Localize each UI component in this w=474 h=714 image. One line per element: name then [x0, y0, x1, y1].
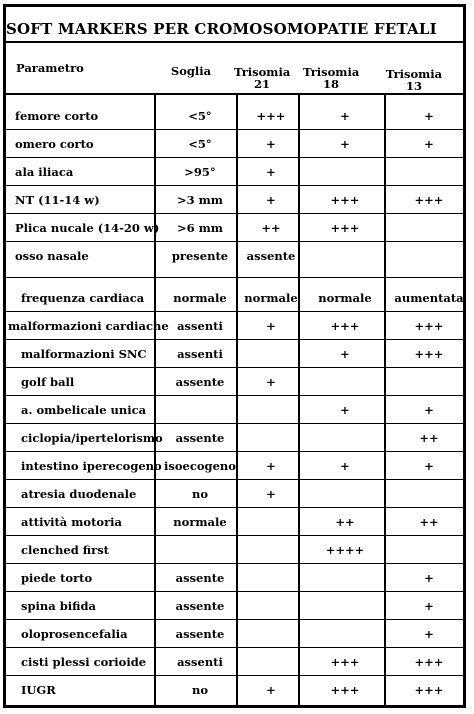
row-divider: [5, 591, 464, 592]
row-divider: [5, 277, 464, 278]
cell-parametro: femore corto: [15, 109, 99, 123]
cell-soglia: <5°: [188, 109, 212, 123]
row-divider: [5, 157, 464, 158]
cell-t18: +++: [330, 221, 360, 235]
table-row: [3, 214, 466, 242]
header-divider: [3, 93, 466, 95]
row-divider: [5, 367, 464, 368]
cell-soglia: isoecogeno: [164, 459, 236, 473]
cell-soglia: <5°: [188, 137, 212, 151]
cell-t21: +: [266, 165, 276, 179]
row-divider: [5, 479, 464, 480]
cell-soglia: assente: [175, 375, 225, 389]
cell-t21: ++: [261, 221, 281, 235]
cell-parametro: atresia duodenale: [21, 487, 137, 501]
cell-parametro: NT (11-14 w): [15, 193, 100, 207]
row-divider: [5, 451, 464, 452]
cell-t18: +++: [330, 683, 360, 697]
cell-t18: +++: [330, 193, 360, 207]
table-row: [3, 676, 466, 704]
cell-t21: +++: [256, 109, 286, 123]
cell-t21: +: [266, 487, 276, 501]
row-divider: [5, 423, 464, 424]
cell-t18: +: [340, 109, 350, 123]
cell-t18: ++++: [325, 543, 365, 557]
cell-parametro: ciclopia/ipertelorismo: [21, 431, 163, 445]
cell-soglia: assenti: [177, 347, 223, 361]
table-row: [3, 592, 466, 620]
cell-t13: +: [424, 599, 434, 613]
table-row: [3, 312, 466, 340]
cell-t13: +: [424, 627, 434, 641]
table-row: [3, 452, 466, 480]
header-trisomia-18-line1: Trisomia: [303, 65, 360, 79]
row-divider: [5, 619, 464, 620]
table-row: [3, 130, 466, 158]
cell-t18: +++: [330, 655, 360, 669]
cell-soglia: presente: [171, 249, 229, 263]
cell-soglia: normale: [173, 515, 227, 529]
row-divider: [5, 675, 464, 676]
cell-t18: +: [340, 137, 350, 151]
cell-parametro: malformazioni SNC: [21, 347, 147, 361]
cell-t13: +++: [414, 655, 444, 669]
header-trisomia-21: [234, 66, 290, 90]
cell-t21: assente: [246, 249, 296, 263]
cell-t13: +: [424, 109, 434, 123]
cell-soglia: no: [191, 487, 209, 501]
cell-parametro: omero corto: [15, 137, 94, 151]
cell-parametro: golf ball: [21, 375, 75, 389]
row-divider: [5, 129, 464, 130]
cell-t13: +: [424, 403, 434, 417]
cell-parametro: malformazioni cardiache: [8, 319, 169, 333]
cell-t13: +: [424, 571, 434, 585]
table-row: [3, 102, 466, 130]
cell-soglia: assenti: [177, 319, 223, 333]
table-row: [3, 242, 466, 270]
table-row: [3, 284, 466, 312]
row-divider: [5, 311, 464, 312]
cell-t21: +: [266, 683, 276, 697]
cell-parametro: cisti plessi corioide: [21, 655, 147, 669]
cell-t21: +: [266, 459, 276, 473]
table-row: [3, 564, 466, 592]
table-row: [3, 396, 466, 424]
row-divider: [5, 241, 464, 242]
cell-t13: +++: [414, 347, 444, 361]
header-trisomia-18-line2: 18: [322, 77, 339, 91]
cell-t13: +++: [414, 193, 444, 207]
cell-parametro: spina bifida: [21, 599, 96, 613]
row-divider: [5, 185, 464, 186]
cell-soglia: normale: [173, 291, 227, 305]
table-row: [3, 648, 466, 676]
table-row: [3, 424, 466, 452]
row-divider: [5, 507, 464, 508]
cell-t18: +: [340, 347, 350, 361]
cell-parametro: clenched first: [21, 543, 109, 557]
cell-t18: normale: [318, 291, 372, 305]
cell-t18: ++: [335, 515, 355, 529]
header-trisomia-21-line1: Trisomia: [234, 65, 291, 79]
cell-t13: +: [424, 459, 434, 473]
cell-t21: +: [266, 137, 276, 151]
cell-t21: normale: [244, 291, 298, 305]
cell-parametro: Plica nucale (14-20 w): [15, 221, 160, 235]
cell-t13: ++: [419, 515, 439, 529]
cell-parametro: IUGR: [21, 683, 56, 697]
cell-soglia: >6 mm: [177, 221, 223, 235]
cell-soglia: assente: [175, 431, 225, 445]
table-row: [3, 340, 466, 368]
cell-t18: +++: [330, 319, 360, 333]
cell-t21: +: [266, 193, 276, 207]
cell-parametro: oloprosencefalia: [21, 627, 128, 641]
cell-t21: +: [266, 319, 276, 333]
cell-soglia: assente: [175, 599, 225, 613]
header-trisomia-21-line2: 21: [253, 77, 270, 91]
header-parametro: Parametro: [16, 61, 84, 75]
table-row: [3, 536, 466, 564]
cell-parametro: attività motoria: [21, 515, 122, 529]
cell-soglia: assente: [175, 571, 225, 585]
cell-t18: +: [340, 459, 350, 473]
table-row: [3, 368, 466, 396]
cell-t13: ++: [419, 431, 439, 445]
title-divider: [3, 41, 466, 43]
cell-t13: +++: [414, 683, 444, 697]
cell-t21: +: [266, 375, 276, 389]
cell-t13: +: [424, 137, 434, 151]
row-divider: [5, 535, 464, 536]
cell-parametro: osso nasale: [15, 249, 89, 263]
table-row: [3, 620, 466, 648]
cell-parametro: frequenza cardiaca: [21, 291, 145, 305]
cell-t18: +: [340, 403, 350, 417]
table-row: [3, 158, 466, 186]
row-divider: [5, 647, 464, 648]
header-soglia: Soglia: [170, 64, 212, 78]
cell-soglia: assente: [175, 627, 225, 641]
cell-soglia: >95°: [184, 165, 216, 179]
row-divider: [5, 395, 464, 396]
row-divider: [5, 339, 464, 340]
header-trisomia-13-line1: Trisomia: [385, 67, 443, 81]
table-row: [3, 186, 466, 214]
cell-soglia: >3 mm: [177, 193, 223, 207]
cell-t13: aumentata: [394, 291, 464, 305]
cell-parametro: a. ombelicale unica: [21, 403, 147, 417]
table-row: [3, 480, 466, 508]
header-trisomia-13-line2: 13: [405, 79, 422, 93]
header-trisomia-13: [385, 68, 443, 92]
cell-parametro: intestino iperecogeno: [21, 459, 162, 473]
header-trisomia-18: [303, 66, 359, 90]
cell-t13: +++: [414, 319, 444, 333]
row-divider: [5, 213, 464, 214]
page-title: SOFT MARKERS PER CROMOSOMOPATIE FETALI: [6, 20, 437, 38]
cell-parametro: piede torto: [21, 571, 93, 585]
table-row: [3, 508, 466, 536]
cell-soglia: assenti: [177, 655, 223, 669]
cell-soglia: no: [191, 683, 209, 697]
row-divider: [5, 563, 464, 564]
cell-parametro: ala iliaca: [15, 165, 74, 179]
